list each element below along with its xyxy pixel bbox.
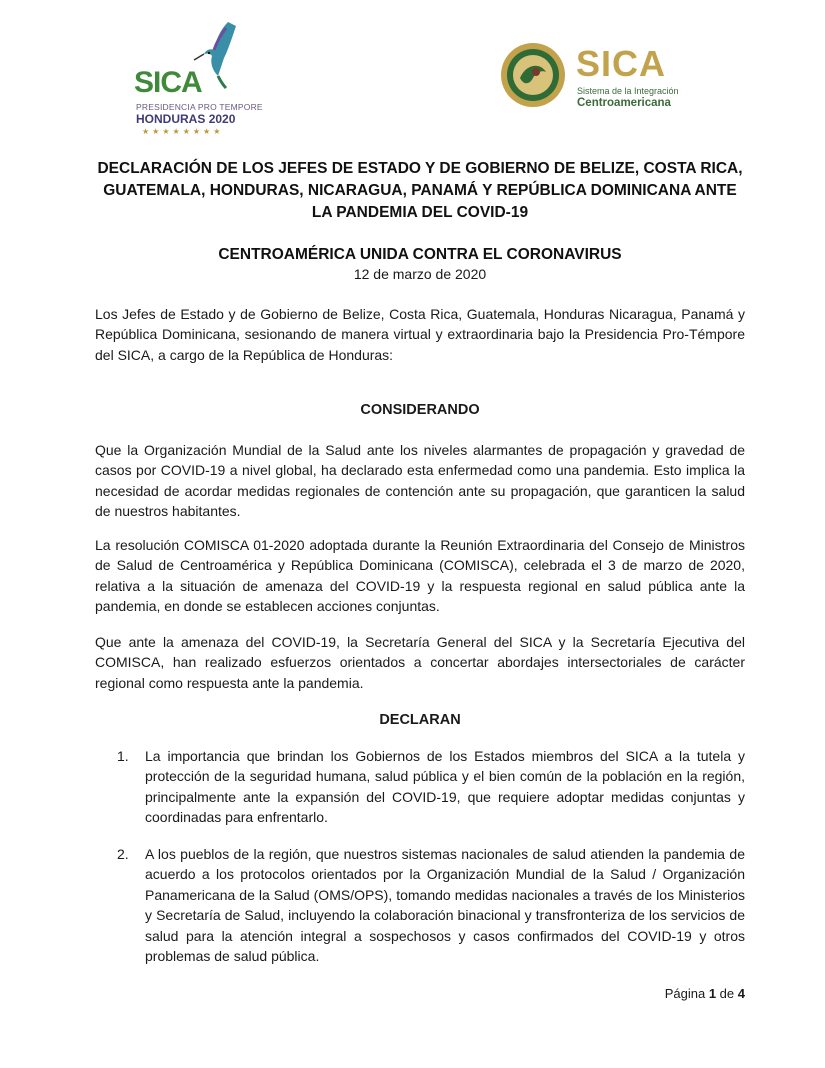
page-number: Página 1 de 4 [664,986,745,1001]
declaran-heading: DECLARAN [379,712,461,728]
intro-paragraph: Los Jefes de Estado y de Gobierno de Belize, Costa Rica, Guatemala, Honduras Nicaragua, Panamá y República Dominicana, sesionando de manera virtual y extraordinaria bajo la Presidencia Pro-Témpore del SICA, a cargo de la República de Honduras: [95,306,745,363]
sica-subtitle-line1: Sistema de la Integración [577,86,679,96]
sica-wordmark-right: SICA [576,43,667,84]
list-item-text: La importancia que brindan los Gobiernos de los Estados miembros del SICA a la tutela y protección de la seguridad humana, salud pública y el bien común de la población en la región, principalmente ante la expansión del COVID-19, que requiere adoptar medidas conjuntas y coordinadas para enfrentarlo. [145,748,745,826]
list-item-number: 1. [117,748,129,764]
honduras-2020-label: HONDURAS 2020 [136,112,236,126]
pro-tempore-label: PRESIDENCIA PRO TEMPORE [136,102,263,112]
considerando-paragraph-2: La resolución COMISCA 01-2020 adoptada durante la Reunión Extraordinaria del Consejo de Ministros de Salud de Centroamérica y República Dominicana (COMISCA), celebrada el 3 de marzo de 2020, relativa a la situación de amenaza del COVID-19 y la respuesta regional en salud pública ante la pandemia, en donde se establecen acciones conjuntas. [95,537,745,615]
sica-seal-icon [500,42,566,108]
list-item-text: A los pueblos de la región, que nuestros sistemas nacionales de salud atienden la pandemia de acuerdo a los protocolos orientados por la Organización Mundial de la Salud / Organización Panamericana de la Salud (OMS/OPS), tomando medidas nacionales a través de los Ministerios y Secretaría de Salud, incluyendo la colaboración binacional y transfronteriza de los servicios de salud para la atención integral a sospechosos y casos confirmados del COVID-19 y otros problemas de salud pública. [145,846,745,965]
sica-subtitle-line2: Centroamericana [577,97,671,109]
list-item-number: 2. [117,846,129,862]
sica-institutional-logo [500,42,700,112]
stars-decoration: ★★★★★★★★ [142,127,224,136]
document-title: DECLARACIÓN DE LOS JEFES DE ESTADO Y DE GOBIERNO DE BELIZE, COSTA RICA, GUATEMALA, HONDURAS, NICARAGUA, PANAMÁ Y REPÚBLICA DOMINICANA ANTE LA PANDEMIA DEL COVID-19 [97,160,743,221]
document-date: 12 de marzo de 2020 [353,266,487,282]
considerando-heading: CONSIDERANDO [360,402,480,418]
considerando-paragraph-1: Que la Organización Mundial de la Salud ante los niveles alarmantes de propagación y gravedad de casos por COVID-19 a nivel global, ha declarado esta enfermedad como una pandemia. Esto implica la necesidad de acordar medidas regionales de contención ante su propagación, que garanticen la salud de nuestros habitantes. [95,442,745,520]
considerando-paragraph-3: Que ante la amenaza del COVID-19, la Secretaría General del SICA y la Secretaría Ejecutiva del COMISCA, han realizado esfuerzos orientados a concertar abordajes intersectoriales de carácter regional como respuesta ante la pandemia. [95,634,745,691]
sica-pro-tempore-logo [130,20,263,136]
sica-wordmark-left: SICA [134,66,202,99]
document-subtitle: CENTROAMÉRICA UNIDA CONTRA EL CORONAVIRUS [218,246,622,263]
